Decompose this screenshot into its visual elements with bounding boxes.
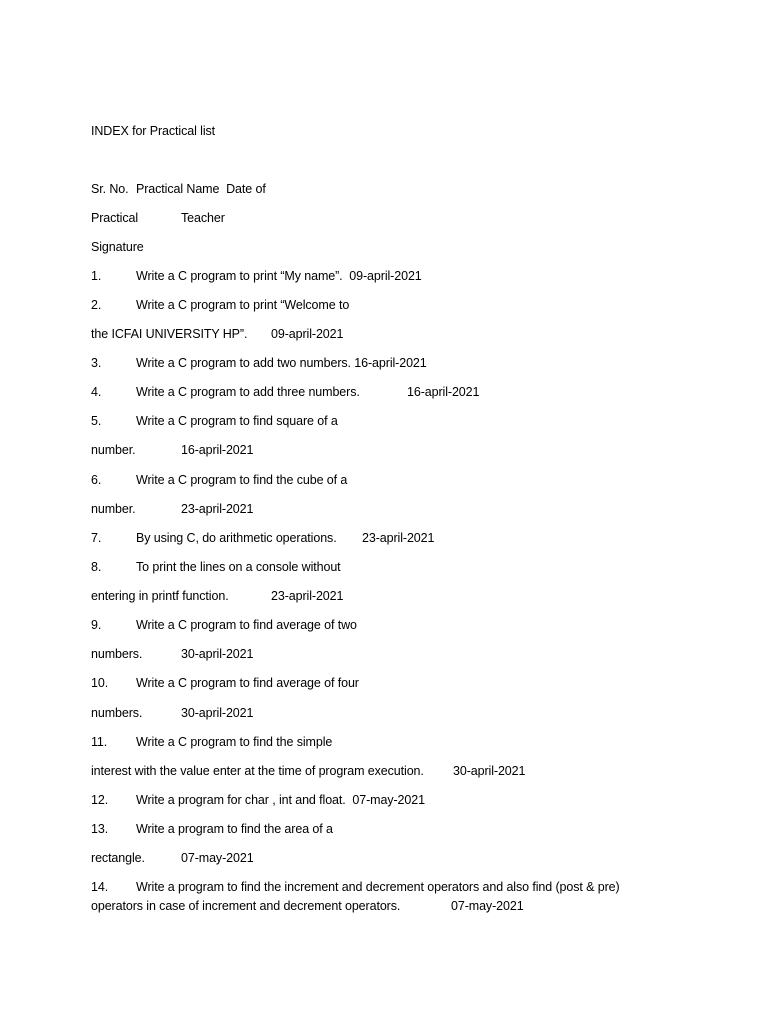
header-line-1 <box>91 181 391 197</box>
list-item-cont-text: entering in printf function. <box>91 589 229 603</box>
list-item-text: To print the lines on a console without <box>136 560 341 574</box>
list-item-date: 30-april-2021 <box>453 764 526 778</box>
list-item-date: 07-may-2021 <box>451 899 524 913</box>
list-item-text: Write a C program to add three numbers. <box>136 385 360 399</box>
list-item <box>91 268 691 284</box>
list-item-number: 12. <box>91 793 109 807</box>
list-item-text: Write a program for char , int and float. 07-may-2021 <box>136 793 425 807</box>
list-item <box>91 355 691 371</box>
document-title: INDEX for Practical list <box>91 124 216 138</box>
list-item <box>91 472 691 488</box>
list-item-text: By using C, do arithmetic operations. <box>136 531 337 545</box>
list-item-number: 10. <box>91 676 109 690</box>
list-item-continuation <box>91 588 691 604</box>
list-item-cont-text: numbers. <box>91 706 143 720</box>
list-item-text: Write a program to find the increment and decrement operators and also find (post & pre) <box>136 880 620 894</box>
list-item-continuation <box>91 763 711 779</box>
list-item-date: 23-april-2021 <box>181 502 254 516</box>
list-item-text: Write a C program to find average of four <box>136 676 359 690</box>
list-item <box>91 821 691 837</box>
header-practical: Practical <box>91 211 139 225</box>
list-item-date: 30-april-2021 <box>181 706 254 720</box>
list-item-number: 13. <box>91 822 109 836</box>
list-item-text: Write a C program to find square of a <box>136 414 338 428</box>
list-item-cont-text: rectangle. <box>91 851 145 865</box>
list-item-number: 1. <box>91 269 102 283</box>
list-item <box>91 559 691 575</box>
list-item-continuation <box>91 705 691 721</box>
list-item-continuation <box>91 850 691 866</box>
list-item-cont-text: number. <box>91 443 136 457</box>
list-item-text: Write a C program to print “Welcome to <box>136 298 350 312</box>
list-item-number: 5. <box>91 414 102 428</box>
list-item-text: Write a C program to add two numbers. 16-april-2021 <box>136 356 427 370</box>
list-item-number: 11. <box>91 735 108 749</box>
list-item <box>91 297 691 313</box>
list-item-number: 8. <box>91 560 102 574</box>
list-item <box>91 792 691 808</box>
list-item-date: 16-april-2021 <box>407 385 480 399</box>
list-item <box>91 675 691 691</box>
list-item-cont-text: numbers. <box>91 647 143 661</box>
list-item-text: Write a C program to find the cube of a <box>136 473 348 487</box>
list-item-number: 9. <box>91 618 102 632</box>
list-item-continuation <box>91 326 691 342</box>
list-item-number: 3. <box>91 356 102 370</box>
list-item-cont-text: the ICFAI UNIVERSITY HP”. <box>91 327 248 341</box>
list-item-text: Write a C program to print “My name”. 09-april-2021 <box>136 269 422 283</box>
header-signature: Signature <box>91 240 144 254</box>
list-item-number: 4. <box>91 385 102 399</box>
list-item-cont-text: operators in case of increment and decrement operators. <box>91 899 401 913</box>
list-item <box>91 734 691 750</box>
list-item <box>91 879 711 895</box>
list-item-number: 6. <box>91 473 102 487</box>
list-item-date: 30-april-2021 <box>181 647 254 661</box>
list-item-text: Write a program to find the area of a <box>136 822 333 836</box>
header-practical-name-date-of: Practical Name Date of <box>136 182 266 196</box>
list-item-date: 23-april-2021 <box>362 531 435 545</box>
list-item <box>91 413 691 429</box>
list-item-cont-text: interest with the value enter at the time of program execution. <box>91 764 424 778</box>
list-item-number: 7. <box>91 531 102 545</box>
list-item-date: 16-april-2021 <box>181 443 254 457</box>
list-item <box>91 617 691 633</box>
list-item-number: 2. <box>91 298 102 312</box>
list-item-date: 09-april-2021 <box>271 327 344 341</box>
header-sr-no: Sr. No. <box>91 182 129 196</box>
list-item-date: 07-may-2021 <box>181 851 254 865</box>
list-item-cont-text: number. <box>91 502 136 516</box>
list-item-continuation <box>91 442 691 458</box>
list-item <box>91 384 691 400</box>
list-item-continuation <box>91 646 691 662</box>
list-item-continuation <box>91 898 711 914</box>
header-line-2 <box>91 210 391 226</box>
list-item-date: 23-april-2021 <box>271 589 344 603</box>
list-item <box>91 530 691 546</box>
list-item-text: Write a C program to find the simple <box>136 735 333 749</box>
header-teacher: Teacher <box>181 211 225 225</box>
list-item-text: Write a C program to find average of two <box>136 618 357 632</box>
list-item-number: 14. <box>91 880 109 894</box>
list-item-continuation <box>91 501 691 517</box>
